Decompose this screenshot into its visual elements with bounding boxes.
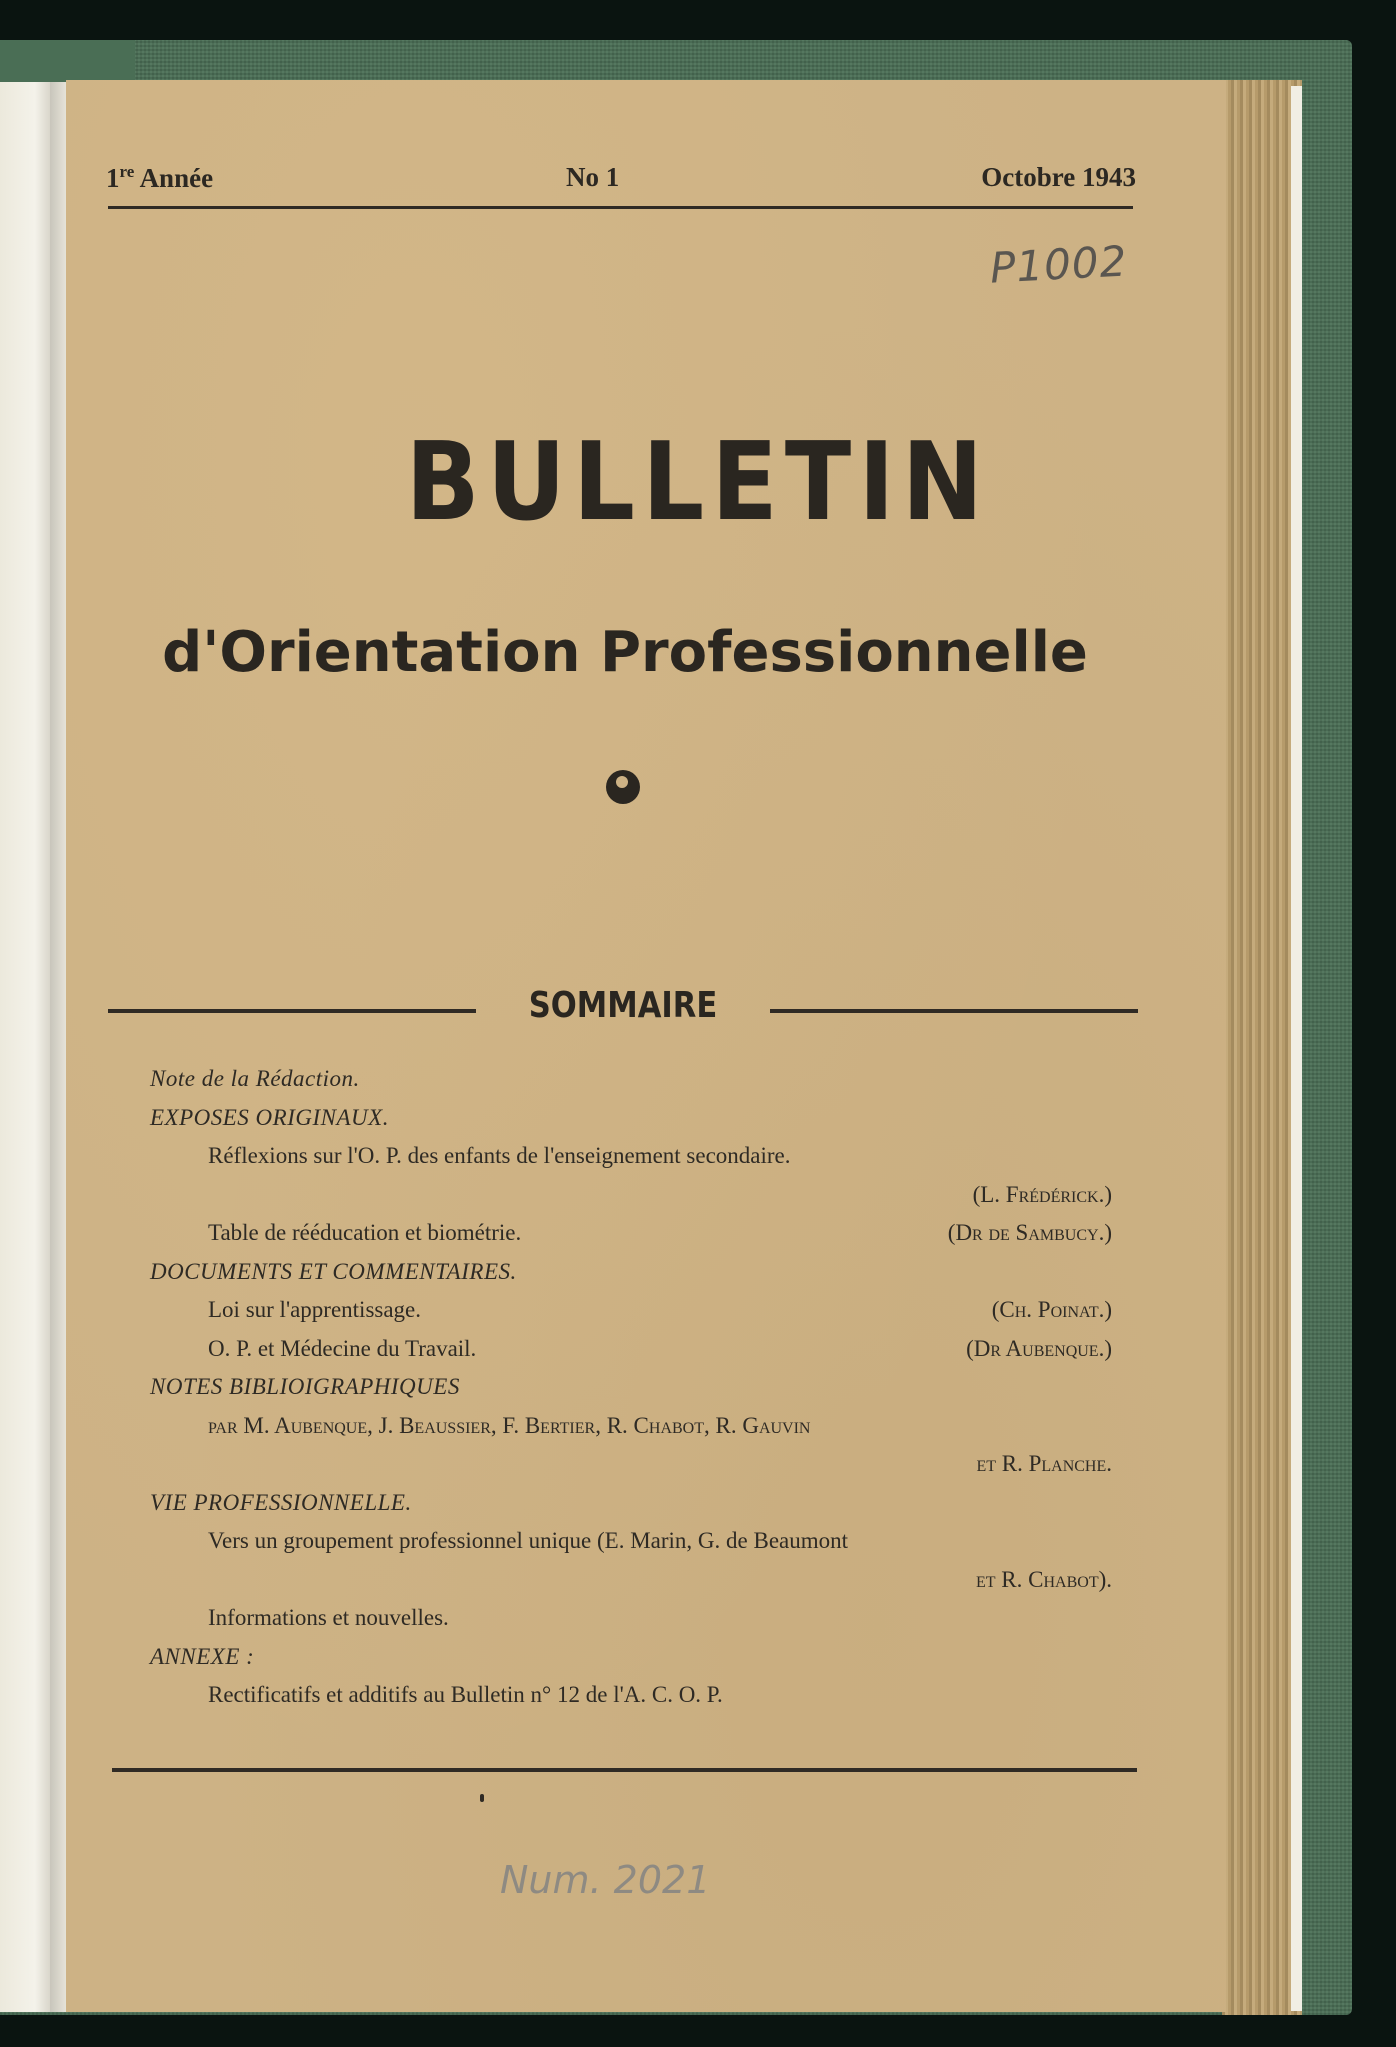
volume-label: 1re Année [106,162,214,193]
toc-section: Note de la Rédaction. [150,1066,360,1091]
sommaire-heading-row [108,985,1138,1035]
toc-entry: par M. Aubenque, J. Beaussier, F. Bertier, R. Chabot, R. Gauvin [208,1412,811,1438]
handwritten-digitization-note: Num. 2021 [500,1858,711,1902]
toc-section: VIE PROFESSIONNELLE. [150,1489,412,1515]
ornament-circle-icon [606,770,640,804]
toc-section: ANNEXE : [150,1643,255,1669]
ink-dot [480,1794,484,1802]
issue-date: Octobre 1943 [981,162,1136,192]
header-rule [108,206,1133,209]
issue-number: No 1 [566,162,620,192]
toc-section: DOCUMENTS ET COMMENTAIRES. [150,1258,517,1284]
toc-entry: O. P. et Médecine du Travail. (Dr Aubenque.) [150,1330,1120,1369]
toc-section: EXPOSES ORIGINAUX. [150,1104,389,1130]
bulletin-title: BULLETIN [405,420,991,545]
left-flyleaf-edge [50,82,66,2012]
toc-author: et R. Chabot). [976,1566,1112,1592]
handwritten-shelfmark: P1002 [988,236,1129,293]
cover-page [66,80,1226,2012]
toc-section: NOTES BIBLIOIGRAPHIQUES [150,1374,460,1399]
left-flyleaf [0,82,50,2012]
toc-entry: Réflexions sur l'O. P. des enfants de l'enseignement secondaire. [208,1143,791,1168]
sommaire-rule-right [770,1009,1138,1013]
issue-header [106,162,1136,202]
page-edges-white [1291,86,1302,2011]
page-edges-stack [1222,80,1302,2015]
toc-author: et R. Planche. [976,1451,1112,1476]
binding-spine-tab [0,40,135,82]
toc-entry: Table de rééducation et biométrie. (Dr de Sambucy.) [150,1214,1120,1253]
toc-entry: Rectificatifs et additifs au Bulletin n° 12 de l'A. C. O. P. [208,1682,723,1707]
toc-entry: Vers un groupement professionnel unique (E. Marin, G. de Beaumont [208,1528,849,1553]
toc-entry-author: (Dr de Sambucy.) [947,1220,1112,1245]
toc-entry: Informations et nouvelles. [208,1605,449,1630]
toc-entry: Loi sur l'apprentissage. (Ch. Poinat.) [150,1291,1120,1330]
sommaire-heading: SOMMAIRE [528,985,718,1026]
bottom-rule [112,1768,1137,1772]
toc-entry-author: (Dr Aubenque.) [966,1335,1112,1361]
toc-entry-author: (Ch. Poinat.) [991,1297,1112,1322]
bulletin-subtitle: d'Orientation Professionnelle [162,620,1088,685]
toc-author: (L. Frédérick.) [972,1181,1112,1207]
table-of-contents [150,1060,1120,1715]
